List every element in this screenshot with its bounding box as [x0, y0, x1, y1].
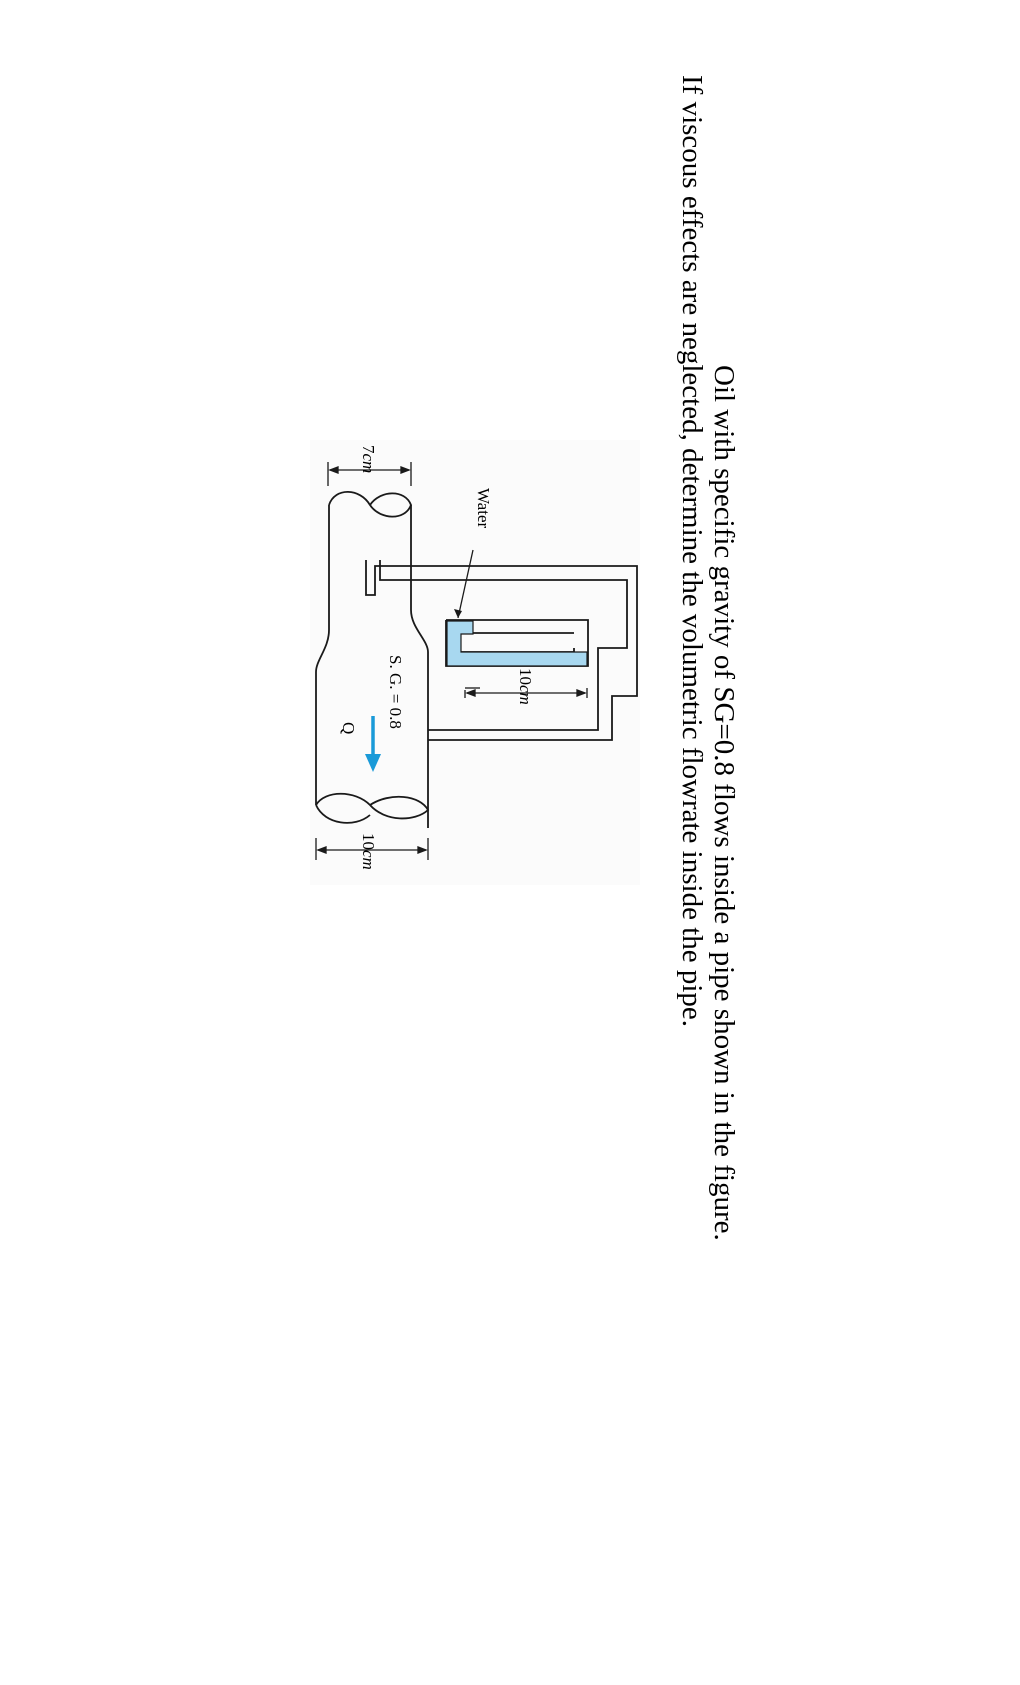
sg-label: S. G. = 0.8: [386, 655, 405, 729]
manometer-dim-label: 10cm: [516, 668, 535, 705]
problem-line-2: If viscous effects are neglected, determine the volumetric flowrate inside the pipe.: [676, 75, 708, 1028]
outlet-dim-label: 10cm: [359, 833, 378, 870]
inlet-dim-label: 7cm: [359, 445, 378, 474]
flow-label: Q: [339, 722, 358, 735]
problem-line-1: Oil with specific gravity of SG=0.8 flows inside a pipe shown in the figure.: [708, 365, 740, 1241]
water-label: Water: [474, 488, 493, 529]
